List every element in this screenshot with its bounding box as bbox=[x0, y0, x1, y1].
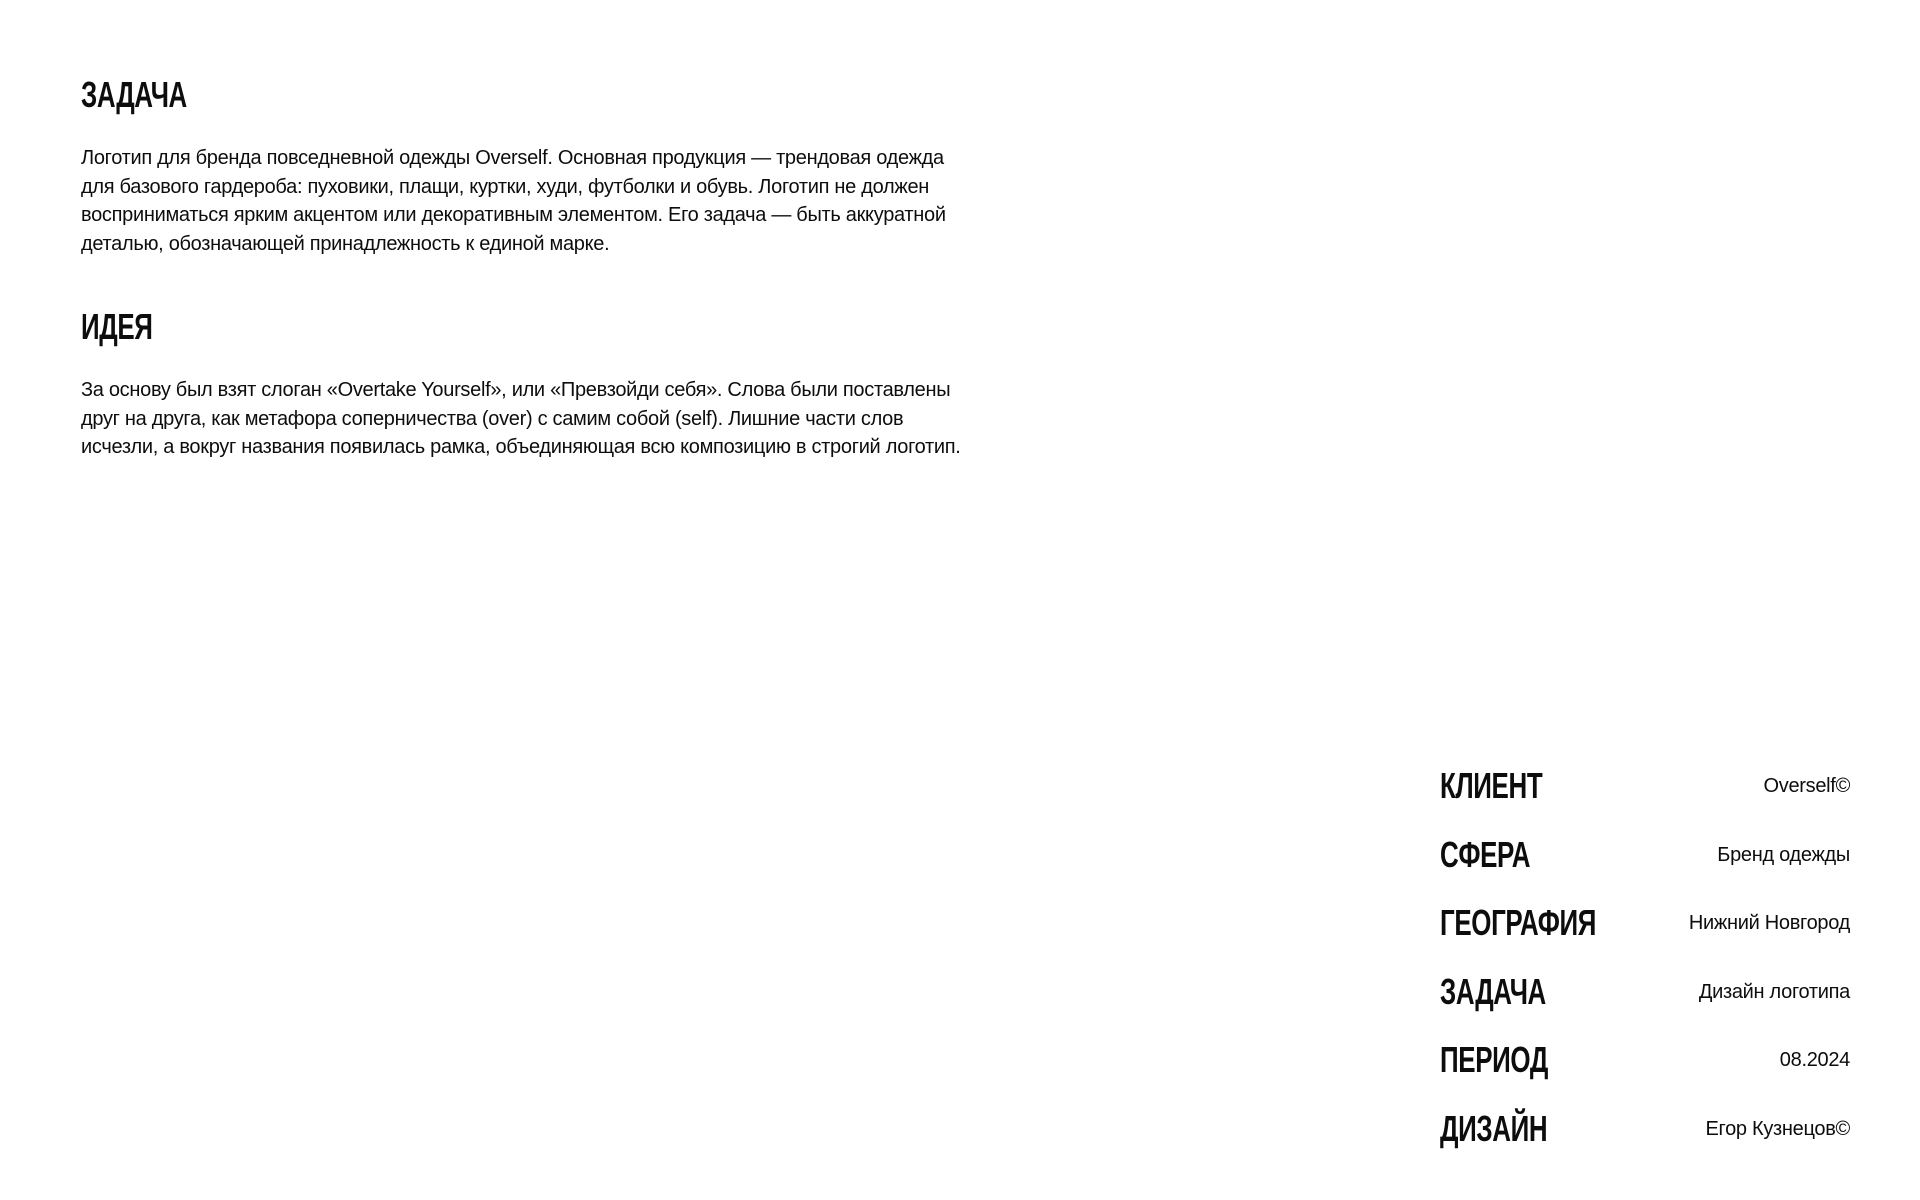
info-row-period bbox=[1440, 1026, 1850, 1095]
info-row-task bbox=[1440, 958, 1850, 1027]
info-row-sphere bbox=[1440, 821, 1850, 890]
info-label-client: КЛИЕНТ bbox=[1440, 765, 1543, 807]
info-label-task: ЗАДАЧА bbox=[1440, 970, 1546, 1012]
project-info-table bbox=[1440, 752, 1850, 1163]
info-row-geography bbox=[1440, 889, 1850, 958]
info-label-sphere: СФЕРА bbox=[1440, 833, 1531, 875]
info-label-geography: ГЕОГРАФИЯ bbox=[1440, 902, 1597, 944]
info-value-geography: Нижний Новгород bbox=[1688, 912, 1850, 935]
task-description: Логотип для бренда повседневной одежды Overself. Основная продукция — трендовая одежда для базового гардероба: пуховики, плащи, куртки, худи, футболки и обувь. Логотип не должен восприниматься ярким акцентом или декоративным элементом. Его задача — быть аккуратной деталью, обозначающей принадлежность к единой марке. bbox=[81, 147, 946, 255]
idea-section bbox=[81, 308, 961, 462]
info-value-client: Overself© bbox=[1763, 775, 1850, 798]
info-value-period: 08.2024 bbox=[1779, 1049, 1850, 1072]
idea-heading: ИДЕЯ bbox=[81, 306, 153, 347]
info-label-design: ДИЗАЙН bbox=[1440, 1107, 1548, 1149]
idea-description: За основу был взят слоган «Overtake Yourself», или «Превзойди себя». Слова были поставлены друг на друга, как метафора соперничества (over) с самим собой (self). Лишние части слов исчезли, а вокруг названия появилась рамка, объединяющая всю композицию в строгий логотип. bbox=[81, 379, 961, 458]
info-value-design: Егор Кузнецов© bbox=[1705, 1117, 1850, 1140]
task-section bbox=[81, 76, 961, 258]
info-row-design bbox=[1440, 1095, 1850, 1164]
info-row-client bbox=[1440, 752, 1850, 821]
info-value-task: Дизайн логотипа bbox=[1698, 980, 1850, 1003]
info-value-sphere: Бренд одежды bbox=[1717, 843, 1850, 866]
task-heading: ЗАДАЧА bbox=[81, 74, 187, 115]
info-label-period: ПЕРИОД bbox=[1440, 1039, 1548, 1081]
